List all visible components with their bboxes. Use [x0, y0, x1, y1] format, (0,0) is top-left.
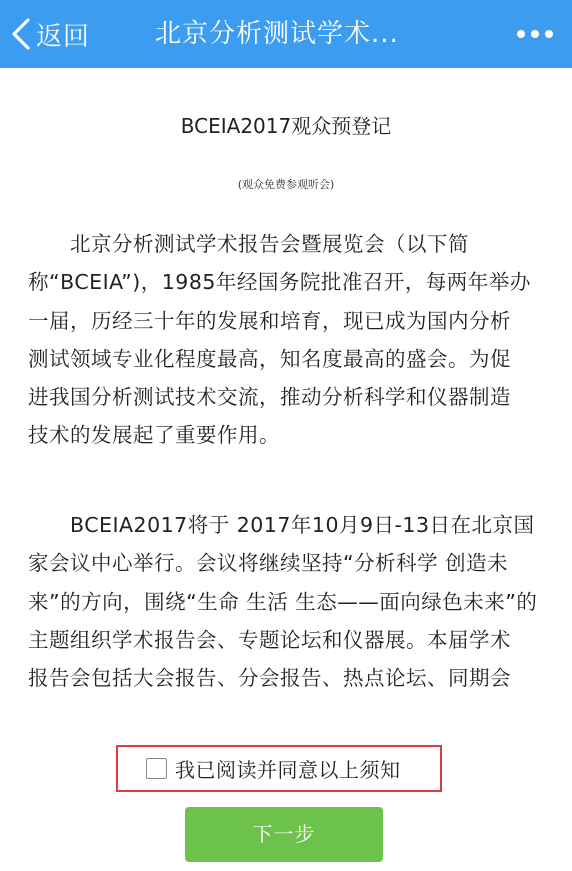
paragraph-line: 测试领域专业化程度最高，知名度最高的盛会。为促 — [28, 346, 511, 371]
back-button[interactable] — [8, 0, 90, 68]
page-title: 北京分析测试学术... — [155, 19, 399, 49]
paragraph-line: 主题组织学术报告会、专题论坛和仪器展。本届学术 — [28, 627, 511, 652]
intro-paragraph — [28, 225, 544, 455]
top-navigation-bar — [0, 0, 572, 68]
article-content — [0, 68, 572, 738]
paragraph-line: 技术的发展起了重要作用。 — [28, 423, 280, 448]
form-title: BCEIA2017观众预登记 — [180, 114, 392, 138]
form-subtitle: (观众免费参观听会) — [237, 178, 335, 191]
more-dots-icon[interactable] — [510, 0, 560, 68]
chevron-left-icon — [8, 17, 34, 51]
paragraph-line: 称“BCEIA”)，1985年经国务院批准召开，每两年举办 — [28, 270, 531, 295]
paragraph-line: 来”的方向，围绕“生命 生活 生态——面向绿色未来”的 — [28, 589, 538, 614]
paragraph-line: 进我国分析测试技术交流，推动分析科学和仪器制造 — [28, 385, 511, 410]
next-step-button[interactable]: 下一步 — [185, 807, 383, 862]
paragraph-line: BCEIA2017将于 2017年10月9日-13日在北京国 — [28, 513, 535, 537]
agreement-checkbox-row[interactable] — [116, 745, 442, 792]
paragraph-line: 报告会包括大会报告、分会报告、热点论坛、同期会 — [28, 666, 511, 691]
paragraph-line: 北京分析测试学术报告会暨展览会（以下简 — [28, 232, 469, 256]
agreement-label: 我已阅读并同意以上须知 — [175, 758, 401, 782]
event-paragraph — [28, 506, 544, 697]
agreement-checkbox[interactable] — [146, 758, 167, 779]
back-label: 返回 — [36, 21, 91, 52]
paragraph-line: 家会议中心举行。会议将继续坚持“分析科学 创造未 — [28, 551, 509, 576]
paragraph-line: 一届，历经三十年的发展和培育，现已成为国内分析 — [28, 308, 511, 333]
